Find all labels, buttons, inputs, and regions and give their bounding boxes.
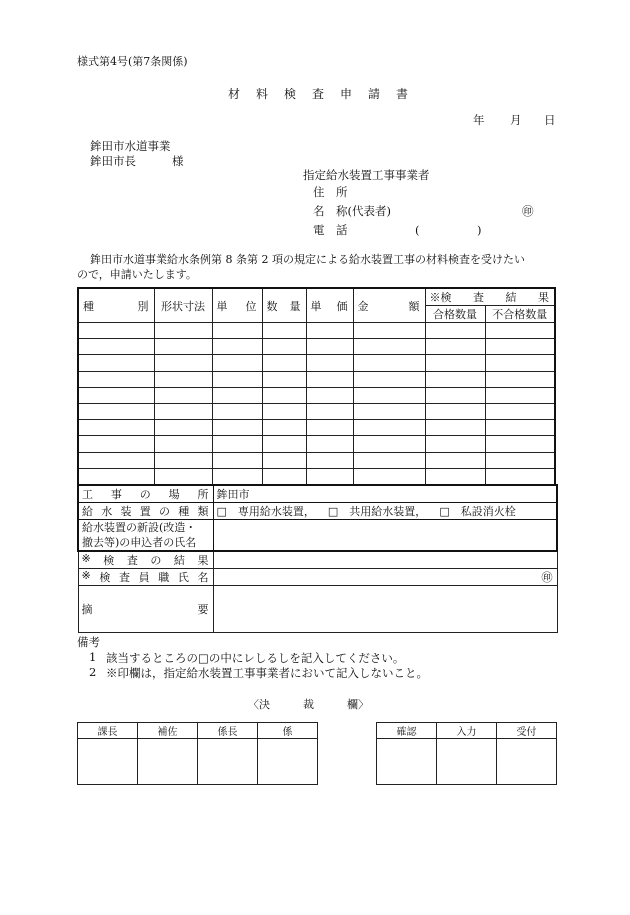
kessai-title: 〈決 裁 欄〉 (248, 698, 369, 711)
header-result: ※検 査 結 果 (425, 288, 555, 306)
table-row (78, 323, 555, 339)
kind-option-shared[interactable]: □ 共用給水装置， (327, 505, 427, 518)
table-row (78, 452, 555, 468)
addressee-sama: 様 (172, 154, 184, 168)
approval-head-kacho: 課長 (78, 723, 138, 739)
body-text-line2: ので，申請いたします。 (77, 268, 197, 281)
notes-heading: 備考 (77, 635, 100, 649)
note-2-number: 2 (89, 665, 97, 679)
kind-option-hydrant[interactable]: □ 私設消火栓 (439, 505, 516, 518)
approval-stamp-cell (377, 739, 437, 785)
remarks-value (213, 586, 557, 633)
approval-table-right (376, 722, 557, 785)
applicant-heading: 指定給水装置工事事業者 (303, 168, 430, 182)
kind-label: 給 水 装 置 の 種 類 (78, 503, 213, 520)
approval-stamp-cell (198, 739, 258, 785)
header-amount: 金 額 (353, 288, 425, 323)
place-label: 工 事 の 場 所 (78, 485, 213, 503)
approval-stamp-cell (258, 739, 318, 785)
approval-stamp-cell (78, 739, 138, 785)
approval-head-receipt: 受付 (497, 723, 557, 739)
table-row (78, 436, 555, 452)
result-value (213, 551, 557, 569)
header-unit: 単 位 (212, 288, 262, 323)
table-row (78, 339, 555, 355)
body-text-line1: 鉾田市水道事業給水条例第 8 条第 2 項の規定による給水装置工事の材料検査を受けたい (90, 253, 525, 266)
applicant-phone-label: 電 話 (313, 223, 348, 237)
table-row (78, 387, 555, 403)
form-title: 材料検査申請書 (228, 87, 425, 101)
approval-stamp-cell (437, 739, 497, 785)
table-row (78, 468, 555, 485)
addressee-mayor: 鉾田市長 (90, 154, 136, 168)
header-pass-qty: 合格数量 (425, 306, 485, 323)
kind-options (213, 503, 557, 520)
applicant-address-label: 住 所 (313, 185, 348, 199)
inspector-label: ※ 検 査 員 職 氏 名 (78, 569, 213, 586)
header-type: 種 別 (78, 288, 154, 323)
note-1-number: 1 (89, 650, 97, 664)
approval-head-hosa: 補佐 (138, 723, 198, 739)
inspector-seal: ㊞ (213, 569, 557, 586)
table-row (78, 403, 555, 419)
table-row (78, 371, 555, 387)
note-2: ※印欄は，指定給水装置工事事業者において記入しないこと。 (106, 666, 428, 680)
approval-head-kakaricho: 係長 (198, 723, 258, 739)
date-month: 月 (510, 113, 522, 127)
result-label: ※ 検 査 の 結 果 (78, 551, 213, 569)
header-size: 形状寸法 (154, 288, 212, 323)
header-qty: 数 量 (262, 288, 306, 323)
applicant-phone-paren: ( ) (415, 223, 482, 237)
info-table (77, 484, 558, 633)
header-fail-qty: 不合格数量 (485, 306, 555, 323)
new-applicant-value (213, 520, 557, 552)
form-code: 様式第4号(第7条関係) (77, 55, 188, 68)
new-applicant-label: 給水装置の新設(改造・ 撤去等)の申込者の氏名 (78, 520, 213, 552)
note-1: 該当するところの□の中にレしるしを記入してください。 (106, 651, 405, 665)
remarks-label: 摘 要 (78, 586, 213, 633)
applicant-name-label: 名 称(代表者) (313, 204, 391, 218)
table-row (78, 420, 555, 436)
place-value: 鉾田市 (213, 485, 557, 503)
header-price: 単 価 (306, 288, 353, 323)
approval-head-input: 入力 (437, 723, 497, 739)
seal-mark: ㊞ (522, 204, 534, 218)
approval-stamp-cell (497, 739, 557, 785)
kind-option-dedicated[interactable]: □ 専用給水装置， (216, 505, 315, 518)
date-year: 年 (473, 113, 485, 127)
table-row (78, 355, 555, 371)
date-day: 日 (544, 113, 556, 127)
approval-stamp-cell (138, 739, 198, 785)
addressee-org: 鉾田市水道事業 (90, 139, 171, 153)
material-table (77, 287, 556, 486)
approval-table-left (77, 722, 318, 785)
approval-head-confirm: 確認 (377, 723, 437, 739)
approval-head-kakari: 係 (258, 723, 318, 739)
